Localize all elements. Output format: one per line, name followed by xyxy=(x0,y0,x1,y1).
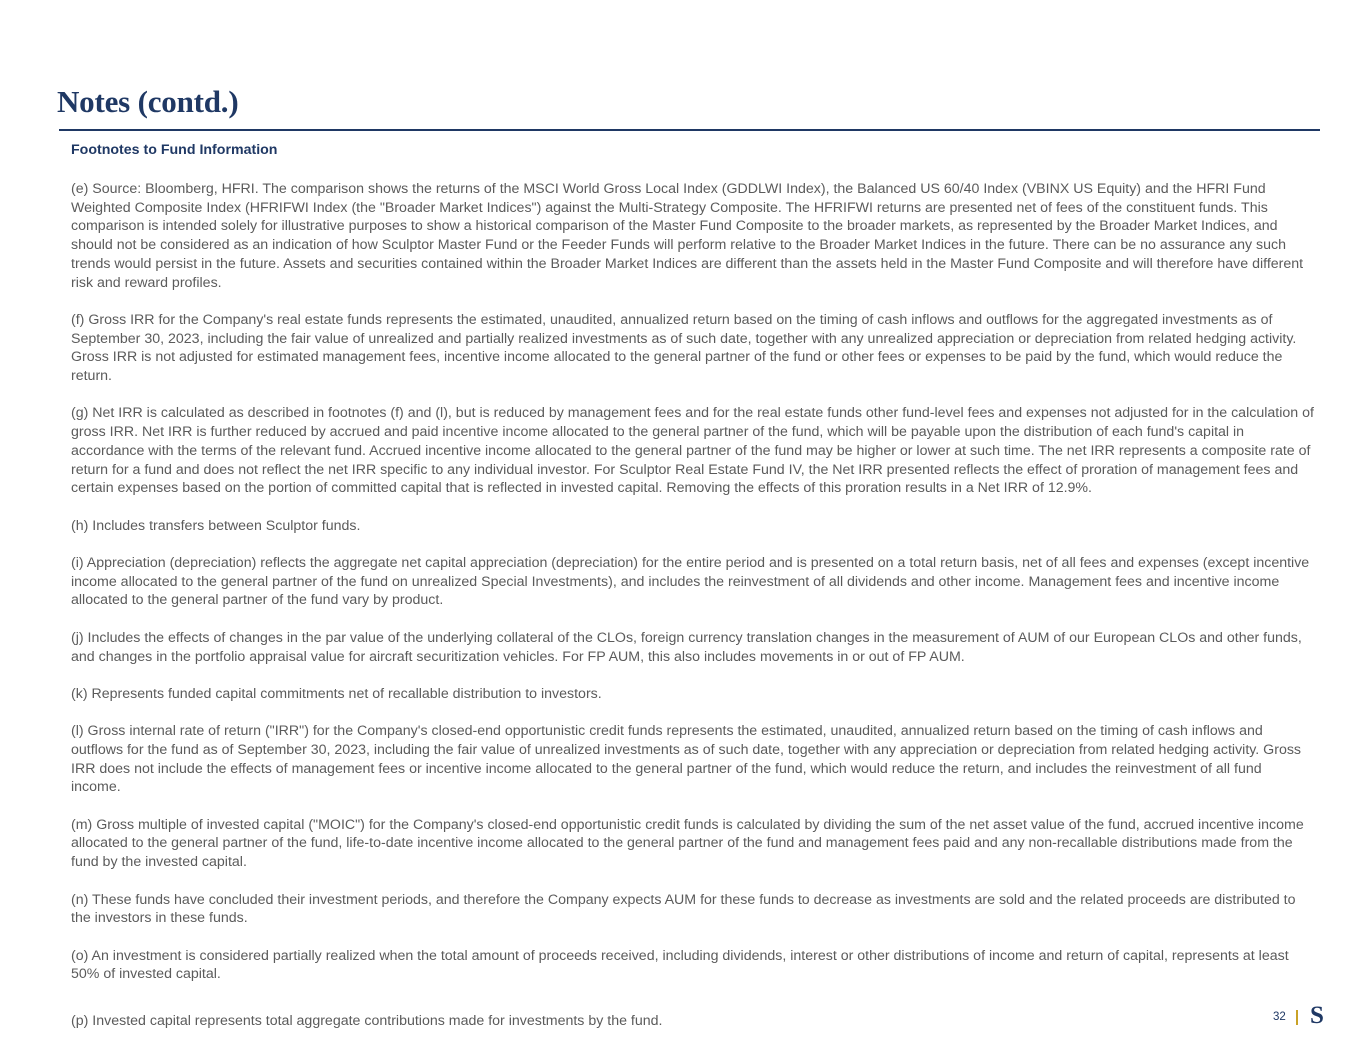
title-divider xyxy=(59,129,1320,131)
footnotes-list xyxy=(71,180,1315,1003)
footnote-e: (e) Source: Bloomberg, HFRI. The comparison shows the returns of the MSCI World Gross Local Index (GDDLWI Index), the Balanced US 60/40 Index (VBINX US Equity) and the HFRI Fund Weighted Composite Index (HFRIFWI Index (the "Broader Market Indices") against the Multi-Strategy Composite. The HFRIFWI returns are presented net of fees of the constituent funds. This comparison is intended solely for illustrative purposes to show a historical comparison of the Master Fund Composite to the broader markets, as represented by the Broader Market Indices, and should not be considered as an indication of how Sculptor Master Fund or the Feeder Funds will perform relative to the Broader Market Indices in the future. There can be no assurance any such trends would persist in the future. Assets and securities contained within the Broader Market Indices are different than the assets held in the Master Fund Composite and will therefore have different risk and reward profiles. xyxy=(71,181,1304,291)
page-number: 32 xyxy=(1273,1011,1286,1023)
footnote-j: (j) Includes the effects of changes in the par value of the underlying collateral of the CLOs, foreign currency translation changes in the measurement of AUM of our European CLOs and other funds, and changes in the portfolio appraisal value for aircraft securitization vehicles. For FP AUM, this also includes movements in or out of FP AUM. xyxy=(71,629,1302,665)
footnote-l: (l) Gross internal rate of return ("IRR") for the Company's closed-end opportunistic credit funds represents the estimated, unaudited, annualized return based on the timing of cash inflows and outflows for the fund as of September 30, 2023, including the fair value of unrealized investments as of such date, together with any appreciation or depreciation from related hedging activity. Gross IRR does not include the effects of management fees or incentive income allocated to the general partner of the fund, which would reduce the return, and includes the reinvestment of all fund income. xyxy=(71,723,1302,796)
page-title: Notes (contd.) xyxy=(57,84,239,119)
footnote-i: (i) Appreciation (depreciation) reflects the aggregate net capital appreciation (depreciation) for the entire period and is presented on a total return basis, net of all fees and expenses (except incentive income allocated to the general partner of the fund on unrealized Special Investments), and includes the reinvestment of all dividends and other income. Management fees and incentive income allocated to the general partner of the fund vary by product. xyxy=(71,555,1310,609)
footnote-f: (f) Gross IRR for the Company's real estate funds represents the estimated, unaudited, annualized return based on the timing of cash inflows and outflows for the aggregated investments as of September 30, 2023, including the fair value of unrealized and partially realized investments as of such date, together with any unrealized appreciation or depreciation from related hedging activity. Gross IRR is not adjusted for estimated management fees, incentive income allocated to the general partner of the fund or other fees or expenses to be paid by the fund, which would reduce the return. xyxy=(71,311,1297,385)
sculptor-logo: S xyxy=(1310,1002,1324,1029)
footer-divider xyxy=(1296,1010,1298,1025)
footnote-h: (h) Includes transfers between Sculptor funds. xyxy=(71,517,361,534)
footnote-m: (m) Gross multiple of invested capital ("MOIC") for the Company's closed-end opportunistic credit funds is calculated by dividing the sum of the net asset value of the fund, accrued incentive income allocated to the general partner of the fund, life-to-date incentive income allocated to the general partner of the fund and management fees paid and any non-recallable distributions made from the fund by the invested capital. xyxy=(71,816,1304,871)
footnote-g: (g) Net IRR is calculated as described in footnotes (f) and (l), but is reduced by management fees and for the real estate funds other fund-level fees and expenses not adjusted for in the calculation of gross IRR. Net IRR is further reduced by accrued and paid incentive income allocated to the general partner of the fund, which will be payable upon the distribution of each fund's capital in accordance with the terms of the relevant fund. Accrued incentive income allocated to the general partner of the fund may be higher or lower at such time. The net IRR represents a composite rate of return for a fund and does not reflect the net IRR specific to any individual investor. For Sculptor Real Estate Fund IV, the Net IRR presented reflects the effect of proration of management fees and certain expenses based on the portion of committed capital that is reflected in invested capital. Removing the effects of this proration results in a Net IRR of 12.9%. xyxy=(71,405,1314,497)
footnote-p: (p) Invested capital represents total aggregate contributions made for investments by the fund. xyxy=(71,1013,663,1029)
footnote-n: (n) These funds have concluded their investment periods, and therefore the Company expects AUM for these funds to decrease as investments are sold and the related proceeds are distributed to the investors in these funds. xyxy=(71,891,1296,927)
footnote-o: (o) An investment is considered partially realized when the total amount of proceeds received, including dividends, interest or other distributions of income and return of capital, represents at least 50% of invested capital. xyxy=(71,947,1289,983)
footnote-k: (k) Represents funded capital commitments net of recallable distribution to investors. xyxy=(71,685,602,702)
section-subtitle: Footnotes to Fund Information xyxy=(71,142,278,158)
